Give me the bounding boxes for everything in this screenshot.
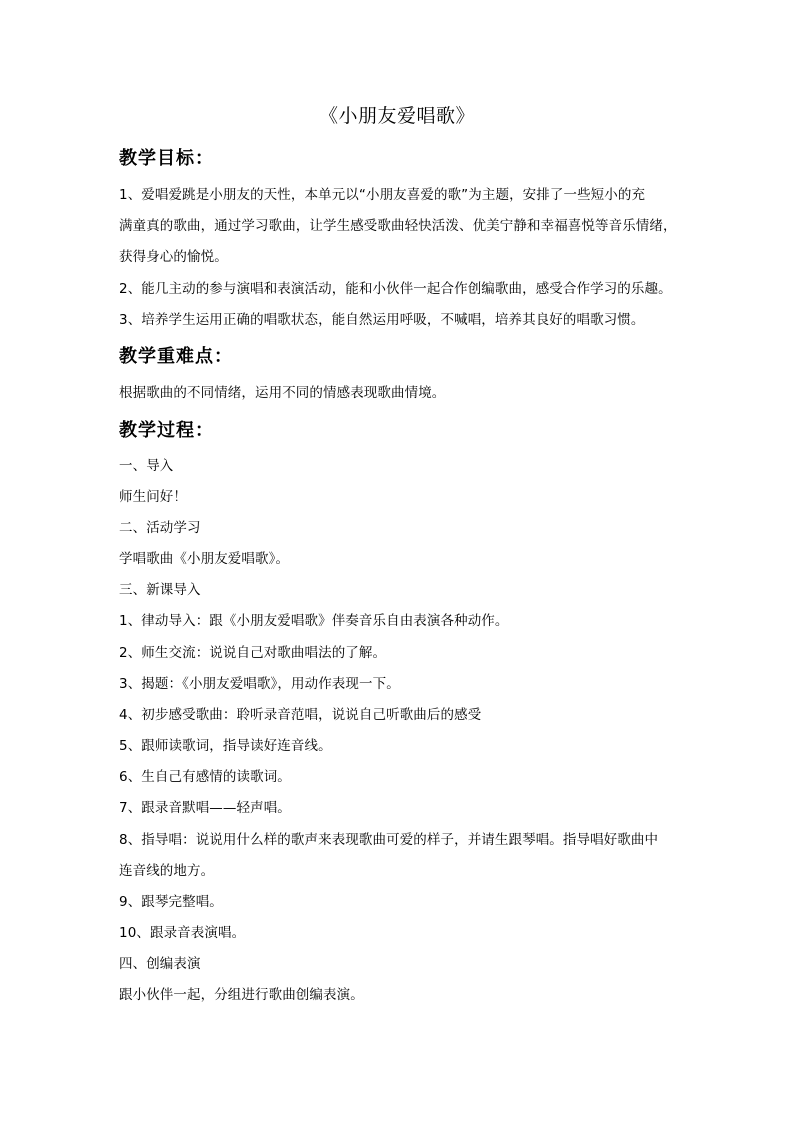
- process-line-7: 2、师生交流：说说自己对歌曲唱法的了解。: [119, 645, 387, 661]
- document-title: 《小朋友爱唱歌》: [318, 105, 475, 127]
- process-line-2: 师生问好！: [119, 489, 187, 505]
- process-line-14: 连音线的地方。: [119, 863, 215, 879]
- process-line-10: 5、跟师读歌词，指导读好连音线。: [119, 738, 332, 754]
- process-heading: 教学过程：: [119, 420, 214, 441]
- key-points-line-1: 根据歌曲的不同情绪，运用不同的情感表现歌曲情境。: [119, 385, 446, 401]
- goals-line-4: 2、能几主动的参与演唱和表演活动，能和小伙伴一起合作创编歌曲，感受合作学习的乐趣。: [119, 281, 672, 297]
- process-line-4: 学唱歌曲《小朋友爱唱歌》。: [119, 551, 290, 567]
- process-line-6: 1、律动导入：跟《小朋友爱唱歌》伴奏音乐自由表演各种动作。: [119, 613, 509, 629]
- process-line-3: 二、活动学习: [119, 520, 201, 536]
- process-line-12: 7、跟录音默唱——轻声唱。: [119, 800, 291, 816]
- process-line-1: 一、导入: [119, 458, 174, 474]
- process-line-15: 9、跟琴完整唱。: [119, 894, 223, 910]
- process-line-16: 10、跟录音表演唱。: [119, 925, 246, 941]
- process-line-9: 4、初步感受歌曲：聆听录音范唱，说说自己听歌曲后的感受: [119, 707, 482, 723]
- process-line-13: 8、指导唱：说说用什么样的歌声来表现歌曲可爱的样子，并请生跟琴唱。指导唱好歌曲中: [119, 832, 659, 848]
- process-line-8: 3、揭题：《小朋友爱唱歌》，用动作表现一下。: [119, 676, 400, 692]
- goals-line-5: 3、培养学生运用正确的唱歌状态，能自然运用呼吸，不喊唱，培养其良好的唱歌习惯。: [119, 312, 645, 328]
- key-points-heading: 教学重难点：: [119, 346, 233, 367]
- process-line-17: 四、创编表演: [119, 956, 201, 972]
- process-line-18: 跟小伙伴一起，分组进行歌曲创编表演。: [119, 987, 364, 1003]
- goals-line-2: 满童真的歌曲，通过学习歌曲，让学生感受歌曲轻快活泼、优美宁静和幸福喜悦等音乐情绪，: [119, 218, 677, 234]
- goals-line-1: 1、爱唱爱跳是小朋友的天性，本单元以“小朋友喜爱的歌”为主题，安排了一些短小的充: [119, 187, 646, 203]
- goals-line-3: 获得身心的愉悦。: [119, 249, 228, 265]
- goals-heading: 教学目标：: [119, 148, 214, 169]
- process-line-11: 6、生自己有感情的读歌词。: [119, 769, 291, 785]
- process-line-5: 三、新课导入: [119, 582, 201, 598]
